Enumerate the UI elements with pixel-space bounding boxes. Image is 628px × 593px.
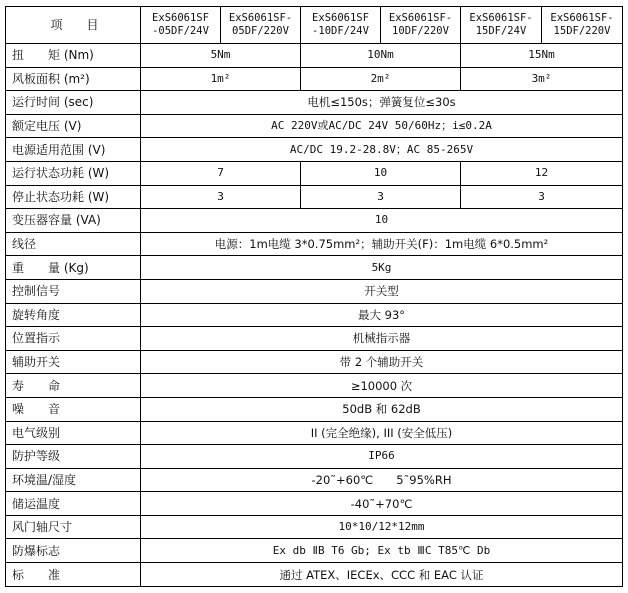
explosion-mark-label: 防爆标志: [6, 539, 141, 563]
power-range-value: AC/DC 19.2-28.8V；AC 85-265V: [141, 138, 623, 162]
stop-power-value-15: 3: [461, 185, 623, 209]
stop-power-value-10: 3: [301, 185, 461, 209]
spec-table: [5, 6, 623, 587]
header-row: [6, 7, 623, 44]
weight-value: 5Kg: [141, 256, 623, 280]
run-power-row: [6, 161, 623, 185]
position-indicator-row: [6, 327, 623, 351]
wire-row: [6, 232, 623, 256]
damper-area-row: [6, 67, 623, 91]
shaft-size-value: 10*10/12*12mm: [141, 515, 623, 539]
run-time-label: 运行时间 (sec): [6, 91, 141, 115]
torque-value-05: 5Nm: [141, 44, 301, 68]
electrical-class-label: 电气级别: [6, 421, 141, 445]
run-power-value-10: 10: [301, 161, 461, 185]
environment-label: 环境温/湿度: [6, 468, 141, 492]
model-header-5: ExS6061SF- 15DF/24V: [461, 7, 542, 44]
aux-switch-label: 辅助开关: [6, 350, 141, 374]
damper-area-value-15: 3m²: [461, 67, 623, 91]
model-header-1: ExS6061SF -05DF/24V: [141, 7, 221, 44]
stop-power-row: [6, 185, 623, 209]
life-label: 寿 命: [6, 374, 141, 398]
transformer-value: 10: [141, 209, 623, 233]
run-power-label: 运行状态功耗 (W): [6, 161, 141, 185]
power-range-label: 电源适用范围 (V): [6, 138, 141, 162]
standard-value: 通过 ATEX、IECEx、CCC 和 EAC 认证: [141, 563, 623, 587]
control-signal-row: [6, 279, 623, 303]
torque-row: [6, 44, 623, 68]
wire-value: 电源：1m电缆 3*0.75mm²；辅助开关(F)：1m电缆 6*0.5mm²: [141, 232, 623, 256]
model-header-4: ExS6061SF- 10DF/220V: [381, 7, 461, 44]
weight-row: [6, 256, 623, 280]
control-signal-label: 控制信号: [6, 279, 141, 303]
electrical-class-row: [6, 421, 623, 445]
protection-label: 防护等级: [6, 445, 141, 469]
rotation-angle-label: 旋转角度: [6, 303, 141, 327]
run-power-value-05: 7: [141, 161, 301, 185]
storage-temp-label: 储运温度: [6, 492, 141, 516]
rotation-angle-row: [6, 303, 623, 327]
explosion-mark-value: Ex db ⅡB T6 Gb; Ex tb ⅢC T85℃ Db: [141, 539, 623, 563]
life-row: [6, 374, 623, 398]
run-time-row: [6, 91, 623, 115]
item-header: 项 目: [6, 7, 141, 44]
protection-row: [6, 445, 623, 469]
control-signal-value: 开关型: [141, 279, 623, 303]
standard-row: [6, 563, 623, 587]
environment-row: [6, 468, 623, 492]
storage-temp-row: [6, 492, 623, 516]
spec-sheet: [5, 6, 622, 587]
rotation-angle-value: 最大 93°: [141, 303, 623, 327]
electrical-class-value: II (完全绝缘), III (安全低压): [141, 421, 623, 445]
transformer-row: [6, 209, 623, 233]
aux-switch-value: 带 2 个辅助开关: [141, 350, 623, 374]
standard-label: 标 准: [6, 563, 141, 587]
noise-row: [6, 397, 623, 421]
model-header-2: ExS6061SF- 05DF/220V: [221, 7, 301, 44]
torque-value-15: 15Nm: [461, 44, 623, 68]
noise-value: 50dB 和 62dB: [141, 397, 623, 421]
torque-label: 扭 矩 (Nm): [6, 44, 141, 68]
run-power-value-15: 12: [461, 161, 623, 185]
position-indicator-value: 机械指示器: [141, 327, 623, 351]
environment-value: -20˜+60℃ 5˜95%RH: [141, 468, 623, 492]
model-header-6: ExS6061SF- 15DF/220V: [542, 7, 623, 44]
stop-power-value-05: 3: [141, 185, 301, 209]
model-header-3: ExS6061SF -10DF/24V: [301, 7, 381, 44]
run-time-value: 电机≤150s；弹簧复位≤30s: [141, 91, 623, 115]
transformer-label: 变压器容量 (VA): [6, 209, 141, 233]
noise-label: 噪 音: [6, 397, 141, 421]
weight-label: 重 量 (Kg): [6, 256, 141, 280]
life-value: ≥10000 次: [141, 374, 623, 398]
explosion-mark-row: [6, 539, 623, 563]
position-indicator-label: 位置指示: [6, 327, 141, 351]
damper-area-value-05: 1m²: [141, 67, 301, 91]
shaft-size-label: 风门轴尺寸: [6, 515, 141, 539]
torque-value-10: 10Nm: [301, 44, 461, 68]
damper-area-label: 风板面积 (m²): [6, 67, 141, 91]
power-range-row: [6, 138, 623, 162]
stop-power-label: 停止状态功耗 (W): [6, 185, 141, 209]
storage-temp-value: -40˜+70℃: [141, 492, 623, 516]
shaft-size-row: [6, 515, 623, 539]
rated-voltage-value: AC 220V或AC/DC 24V 50/60Hz；i≤0.2A: [141, 114, 623, 138]
wire-label: 线径: [6, 232, 141, 256]
protection-value: IP66: [141, 445, 623, 469]
rated-voltage-row: [6, 114, 623, 138]
aux-switch-row: [6, 350, 623, 374]
rated-voltage-label: 额定电压 (V): [6, 114, 141, 138]
damper-area-value-10: 2m²: [301, 67, 461, 91]
